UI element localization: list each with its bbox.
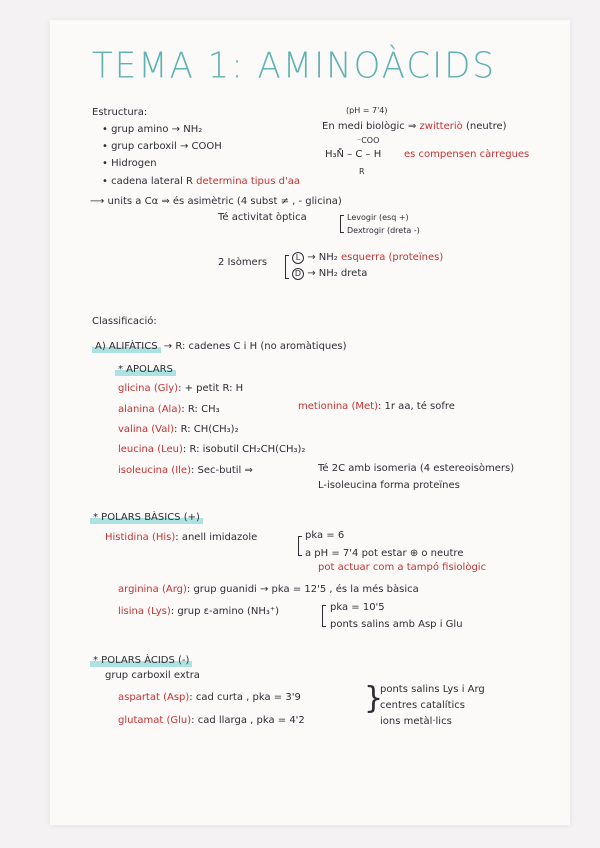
glicina-desc: : + petit R: H xyxy=(178,383,244,394)
estructura-item-3: • Hidrogen xyxy=(102,158,157,169)
isomer-d-text: → NH₂ dreta xyxy=(307,268,368,279)
estructura-item-2: • grup carboxil → COOH xyxy=(102,141,222,152)
lisina-brace xyxy=(322,605,326,627)
histidina-brace xyxy=(298,536,302,556)
acids-note-3: ions metàl·lics xyxy=(380,716,452,727)
classificacio-label: Classificació: xyxy=(92,316,157,327)
estructura-label: Estructura: xyxy=(92,107,148,118)
glutamat-desc: : cad llarga , pka = 4'2 xyxy=(191,715,305,726)
metionina-desc: : 1r aa, té sofre xyxy=(377,401,455,412)
histidina-desc: : anell imidazole xyxy=(175,532,258,543)
alanina-name: alanina (Ala) xyxy=(118,404,182,415)
estructura-item-4-text: cadena lateral R xyxy=(111,176,193,187)
glutamat-name: glutamat (Glu) xyxy=(118,715,192,726)
lisina-pka: pka = 10'5 xyxy=(330,602,385,613)
isoleucina-note-1: Té 2C amb isomeria (4 estereoisòmers) xyxy=(318,463,515,474)
isomers-label: 2 Isòmers xyxy=(218,257,268,268)
acids-sub: grup carboxil extra xyxy=(105,670,200,681)
activitat-optica: Té activitat òptica xyxy=(218,212,307,223)
acids-brace: } xyxy=(364,681,384,716)
valina-name: valina (Val) xyxy=(118,424,175,435)
isoleucina-name: isoleucina (Ile) xyxy=(118,465,191,476)
isomer-l-text: esquerra (proteïnes) xyxy=(340,252,444,263)
isomer-l-prefix: → NH₂ xyxy=(307,252,338,263)
compensen-note: es compensen càrregues xyxy=(404,149,530,160)
alanina-desc: : R: CH₃ xyxy=(181,404,220,415)
coo-group: ⁻COO xyxy=(357,136,380,145)
estructura-item-1-text: grup amino → NH₂ xyxy=(111,124,203,135)
r-note: determina tipus d'aa xyxy=(196,176,300,187)
dextrogir: Dextrogir (dreta -) xyxy=(347,226,420,235)
apolars-heading: * APOLARS xyxy=(115,364,176,376)
zwitterion-word: zwitteriò xyxy=(419,121,463,132)
lisina-desc: : grup ε-amino (NH₃⁺) xyxy=(170,606,280,617)
page-title: TEMA 1: AMINOÀCIDS xyxy=(92,45,496,87)
acids-heading-wrap xyxy=(90,655,192,667)
glicina-name: glicina (Gly) xyxy=(118,383,179,394)
aspartat-row xyxy=(118,692,301,704)
valina-row xyxy=(118,424,239,436)
isomer-l xyxy=(292,252,443,264)
isomer-d-circle: D xyxy=(292,268,304,280)
metionina-row xyxy=(298,401,455,413)
estructura-item-3-text: Hidrogen xyxy=(111,158,157,169)
calpha-text: units a Cα ⇒ és asimètric (4 subst ≠ , - glicina) xyxy=(107,196,342,207)
arginina-name: arginina (Arg) xyxy=(118,584,187,595)
histidina-pka: pka = 6 xyxy=(305,530,345,541)
medi-biologic xyxy=(322,121,507,133)
estructura-item-2-text: grup carboxil → COOH xyxy=(111,141,222,152)
glutamat-row xyxy=(118,715,305,727)
isomers-brace xyxy=(285,255,289,279)
ph-note: (pH = 7'4) xyxy=(346,106,388,115)
leucina-desc: : R: isobutil CH₂CH(CH₃)₂ xyxy=(182,444,306,455)
alifatics-line xyxy=(92,341,347,353)
r-letter: R xyxy=(359,167,365,176)
acids-heading: * POLARS ÀCIDS (-) xyxy=(90,655,192,667)
lisina-row xyxy=(118,606,279,618)
alanina-row xyxy=(118,404,220,416)
arginina-desc: : grup guanidi → pka = 12'5 , és la més bàsica xyxy=(186,584,419,595)
glicina-row xyxy=(118,383,243,395)
metionina-name: metionina (Met) xyxy=(298,401,378,412)
histidina-name: Histidina (His) xyxy=(105,532,176,543)
isoleucina-row xyxy=(118,465,253,477)
leucina-name: leucina (Leu) xyxy=(118,444,183,455)
medi-prefix: En medi biològic ⇒ xyxy=(322,121,417,132)
zwitterion-formula: H₃N̊ – C – H xyxy=(325,149,382,160)
histidina-ph: a pH = 7'4 pot estar ⊕ o neutre xyxy=(305,548,464,559)
aspartat-name: aspartat (Asp) xyxy=(118,692,190,703)
isomer-d xyxy=(292,268,367,280)
acids-note-1: ponts salins Lys i Arg xyxy=(380,684,485,695)
alifatics-note: → R: cadenes C i H (no aromàtiques) xyxy=(163,341,347,352)
levogir: Levogir (esq +) xyxy=(347,213,409,222)
optica-brace xyxy=(340,215,344,233)
lisina-ponts: ponts salins amb Asp i Glu xyxy=(330,619,463,630)
histidina-row xyxy=(105,532,257,544)
isoleucina-note-2: L-isoleucina forma proteïnes xyxy=(318,480,460,491)
alifatics-heading: A) ALIFÀTICS xyxy=(92,341,161,353)
apolars-heading-wrap xyxy=(115,364,176,376)
aspartat-desc: : cad curta , pka = 3'9 xyxy=(189,692,301,703)
leucina-row xyxy=(118,444,305,456)
estructura-item-1: • grup amino → NH₂ xyxy=(102,124,203,135)
basics-heading: * POLARS BÀSICS (+) xyxy=(90,512,203,524)
neutre-word: (neutre) xyxy=(465,121,507,132)
arginina-row xyxy=(118,584,419,596)
lisina-name: lisina (Lys) xyxy=(118,606,171,617)
calpha-line: ⟶ units a Cα ⇒ és asimètric (4 subst ≠ , - glicina) xyxy=(90,196,342,207)
estructura-item-4: • cadena lateral R determina tipus d'aa xyxy=(102,176,300,187)
isomer-l-circle: L xyxy=(292,252,304,264)
basics-heading-wrap xyxy=(90,512,203,524)
valina-desc: : R: CH(CH₃)₂ xyxy=(174,424,239,435)
histidina-tampo: pot actuar com a tampó fisiològic xyxy=(318,562,487,573)
isoleucina-desc: : Sec-butil ⇒ xyxy=(190,465,253,476)
acids-note-2: centres catalítics xyxy=(380,700,465,711)
